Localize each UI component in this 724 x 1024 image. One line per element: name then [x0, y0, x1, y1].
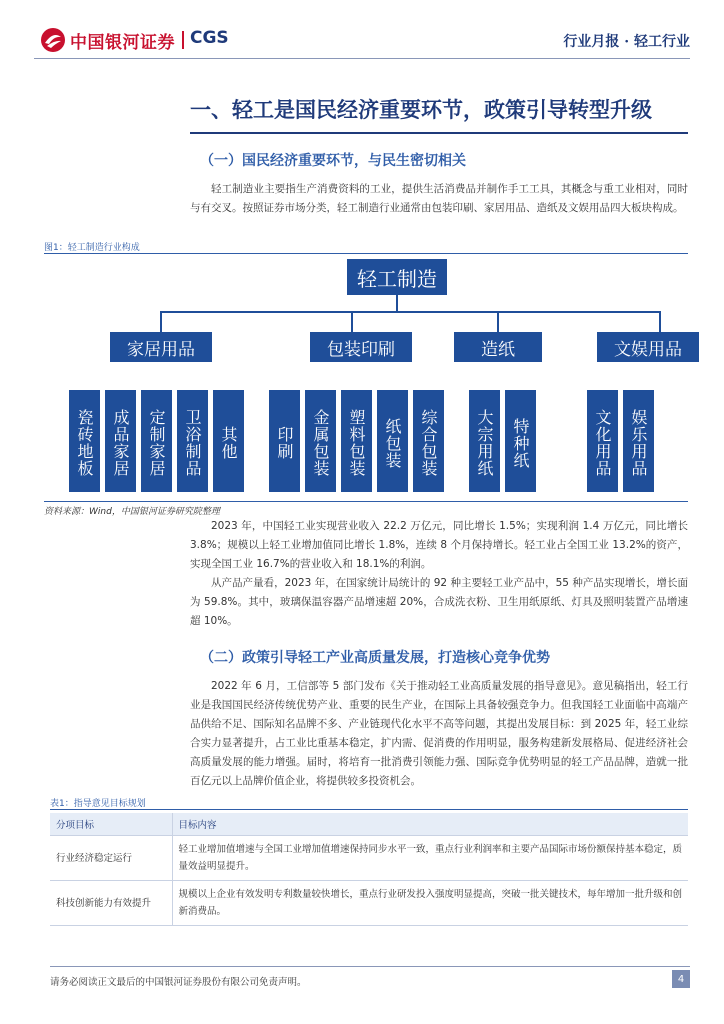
table-header-row: [50, 813, 688, 836]
table-top-rule: [50, 809, 688, 810]
table-header-cell: 目标内容: [172, 813, 688, 836]
section-title: 一、轻工是国民经济重要环节，政策引导转型升级: [190, 97, 652, 122]
leaf-specialty-paper: 特种纸: [505, 390, 536, 492]
leaf-metal-packaging: 金属包装: [305, 390, 336, 492]
paragraph-1: 轻工制造业主要指生产消费资料的工业，提供生活消费品并制作手工工具，其概念与重工业相对，同时与有交叉。按照证券市场分类，轻工制造行业通常由包装印刷、家居用品、造纸及文娱用品四大板块构成。: [190, 183, 688, 214]
connector-cat-2: [351, 311, 353, 332]
category-home: 家居用品: [110, 332, 212, 362]
paragraph-4: 2022 年 6 月，工信部等 5 部门发布《关于推动轻工业高质量发展的指导意见》。意见稿指出，轻工行业是我国国民经济传统优势产业、重要的民生产业，在国际上具备较强竞争力。但我国轻工业面临中高端产品供给不足、国际知名品牌不多、产业链现代化水平不高等问题，其提出发展目标：到 2025 年，轻工业综合实力显著提升，占工业比重基本稳定，扩内需、促消费的作用明显，服务构建新发展格局、促进经济社会高质量发展的能力增强。届时，将培育一批消费引领能力强、国际竞争优势明显的轻工产品品牌，造就一批百亿元以上品牌价值企业，将提供较多投资机会。: [190, 680, 688, 787]
table-cell: 轻工业增加值增速与全国工业增加值增速保持同步水平一致，重点行业利润率和主要产品国际市场份额保持基本稳定，质量效益明显提升。: [172, 836, 688, 881]
cgs-logo-icon: [40, 27, 66, 53]
category-paper: 造纸: [454, 332, 542, 362]
industry-structure-diagram: [44, 254, 688, 500]
paragraph-2: 2023 年，中国轻工业实现营业收入 22.2 万亿元，同比增长 1.5%；实现利润 1.4 万亿元，同比增长 3.8%；规模以上轻工业增加值同比增长 1.8%，连续 8 个月保持增长。轻工业占全国工业 13.2%的资产，实现全国工业 16.7%的营业收入和 18.1%的利润。: [190, 520, 688, 570]
report-type: 行业月报 · 轻工行业: [563, 34, 690, 50]
category-packaging: 包装印刷: [310, 332, 412, 362]
leaf-custom-furniture: 定制家居: [141, 390, 172, 492]
leaf-printing: 印刷: [269, 390, 300, 492]
leaf-entertainment-products: 娱乐用品: [623, 390, 654, 492]
page-header: [0, 0, 724, 60]
figure-source: 资料来源：Wind，中国银河证券研究院整理: [44, 507, 220, 517]
goals-table: [50, 813, 688, 926]
footer-divider: [50, 966, 690, 967]
diagram-root: 轻工制造: [347, 259, 447, 295]
leaf-bulk-paper: 大宗用纸: [469, 390, 500, 492]
connector-cat-1: [160, 311, 162, 332]
table-cell: 科技创新能力有效提升: [50, 881, 172, 926]
connector-root: [396, 295, 398, 312]
logo-abbr: CGS: [190, 28, 229, 48]
section-title-underline: [190, 132, 688, 134]
connector-bus: [160, 311, 661, 313]
table-cell: 规模以上企业有效发明专利数量较快增长，重点行业研发投入强度明显提高，突破一批关键技术，每年增加一批升级和创新消费品。: [172, 881, 688, 926]
leaf-paper-packaging: 纸包装: [377, 390, 408, 492]
leaf-finished-furniture: 成品家居: [105, 390, 136, 492]
leaf-plastic-packaging: 塑料包装: [341, 390, 372, 492]
paragraph-3: 从产品产量看，2023 年，在国家统计局统计的 92 种主要轻工业产品中，55 种产品实现增长，增长面为 59.8%。其中，玻璃保温容器产品增速超 20%，合成洗衣粉、卫生用纸原纸、灯具及照明装置产品增速超 10%。: [190, 577, 688, 627]
table-row: [50, 881, 688, 926]
table-caption: 表1：指导意见目标规划: [50, 799, 146, 809]
figure-caption: 图1：轻工制造行业构成: [44, 243, 140, 253]
leaf-culture-products: 文化用品: [587, 390, 618, 492]
leaf-tile-flooring: 瓷砖地板: [69, 390, 100, 492]
table-header-cell: 分项目标: [50, 813, 172, 836]
leaf-sanitary: 卫浴制品: [177, 390, 208, 492]
subsection-title-2: （二）政策引导轻工产业高质量发展，打造核心竞争优势: [200, 650, 550, 666]
connector-cat-4: [659, 311, 661, 332]
logo-divider: [182, 31, 184, 49]
subsection-title-1: （一）国民经济重要环节，与民生密切相关: [200, 153, 466, 169]
page-number: 4: [672, 970, 690, 988]
table-row: [50, 836, 688, 881]
leaf-other: 其他: [213, 390, 244, 492]
category-entertainment: 文娱用品: [597, 332, 699, 362]
logo-text: 中国银河证券: [70, 33, 175, 53]
table-cell: 行业经济稳定运行: [50, 836, 172, 881]
leaf-integrated-packaging: 综合包装: [413, 390, 444, 492]
header-divider: [34, 58, 690, 59]
figure-bottom-rule: [44, 501, 688, 502]
connector-cat-3: [497, 311, 499, 332]
disclaimer-notice: 请务必阅读正文最后的中国银河证券股份有限公司免责声明。: [50, 977, 307, 988]
